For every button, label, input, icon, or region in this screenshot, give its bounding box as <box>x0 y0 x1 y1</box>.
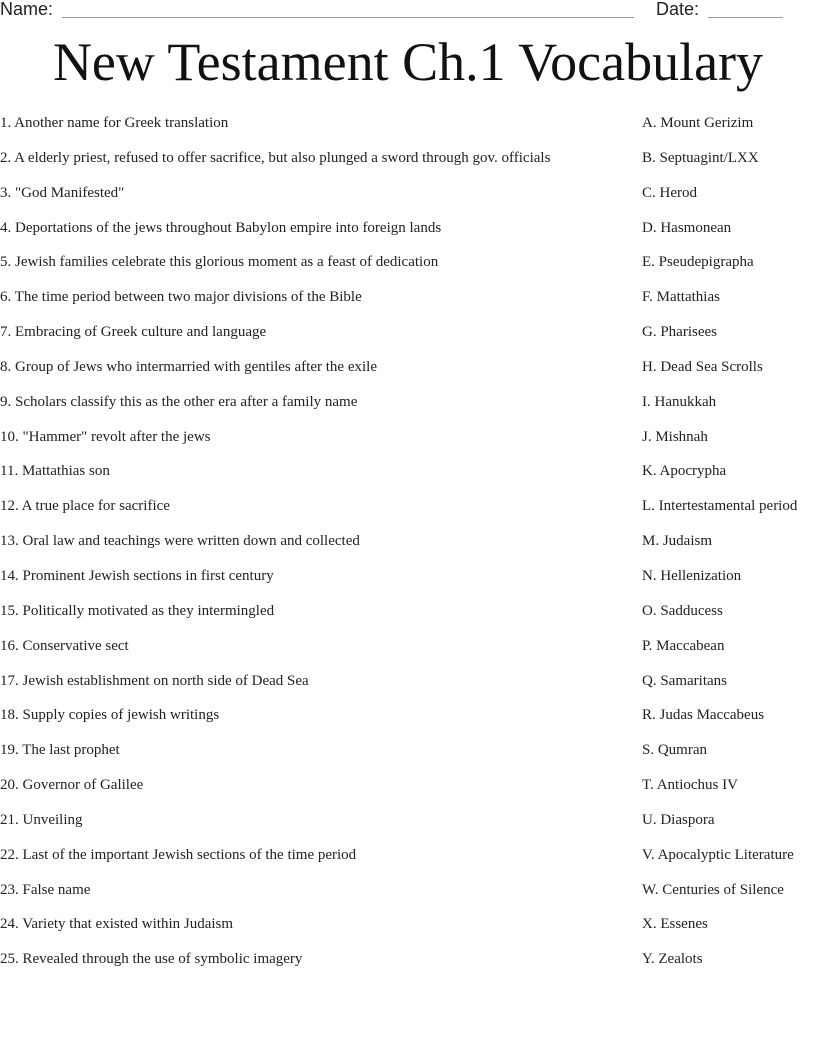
question-item: 20. Governor of Galilee <box>0 777 144 794</box>
question-item: 9. Scholars classify this as the other era after a family name <box>0 393 358 410</box>
answer-item: Q. Samaritans <box>642 672 727 689</box>
name-label: Name: <box>0 0 54 19</box>
answer-item: I. Hanukkah <box>642 393 717 410</box>
answer-item: V. Apocalyptic Literature <box>642 846 794 863</box>
answer-item: T. Antiochus IV <box>642 777 738 794</box>
question-item: 13. Oral law and teachings were written down and collected <box>0 533 360 550</box>
question-item: 16. Conservative sect <box>0 637 129 654</box>
answer-item: U. Diaspora <box>642 811 715 828</box>
date-blank-line <box>708 17 783 18</box>
question-item: 4. Deportations of the jews throughout Babylon empire into foreign lands <box>0 219 442 236</box>
question-item: 2. A elderly priest, refused to offer sacrifice, but also plunged a sword through gov. officials <box>0 149 551 166</box>
answer-list <box>642 112 816 983</box>
question-item: 6. The time period between two major divisions of the Bible <box>0 289 362 306</box>
answer-item: Y. Zealots <box>642 951 703 968</box>
question-item: 21. Unveiling <box>0 811 83 828</box>
name-blank-line <box>62 17 634 18</box>
question-item: 23. False name <box>0 881 91 898</box>
question-item: 8. Group of Jews who intermarried with gentiles after the exile <box>0 358 377 375</box>
answer-item: P. Maccabean <box>642 637 725 654</box>
answer-item: E. Pseudepigrapha <box>642 254 754 271</box>
question-item: 12. A true place for sacrifice <box>0 498 170 515</box>
answer-item: K. Apocrypha <box>642 463 727 480</box>
question-list <box>0 112 630 983</box>
answer-item: J. Mishnah <box>642 428 708 445</box>
answer-item: D. Hasmonean <box>642 219 732 236</box>
question-item: 10. "Hammer" revolt after the jews <box>0 428 211 445</box>
question-item: 11. Mattathias son <box>0 463 110 480</box>
worksheet-title: New Testament Ch.1 Vocabulary <box>52 32 764 92</box>
answer-item: M. Judaism <box>642 533 713 550</box>
answer-item: S. Qumran <box>642 742 707 759</box>
answer-item: F. Mattathias <box>642 289 720 306</box>
question-item: 18. Supply copies of jewish writings <box>0 707 220 724</box>
answer-item: N. Hellenization <box>642 567 742 584</box>
answer-item: A. Mount Gerizim <box>642 115 754 131</box>
question-item: 15. Politically motivated as they intermingled <box>0 602 275 619</box>
answer-item: W. Centuries of Silence <box>642 881 784 898</box>
question-item: 14. Prominent Jewish sections in first century <box>0 567 274 584</box>
question-item: 19. The last prophet <box>0 742 120 759</box>
question-item: 25. Revealed through the use of symbolic imagery <box>0 951 303 968</box>
answer-item: X. Essenes <box>642 916 708 933</box>
answer-item: B. Septuagint/LXX <box>642 149 759 166</box>
question-item: 1. Another name for Greek translation <box>0 115 229 131</box>
question-item: 3. "God Manifested" <box>0 184 125 201</box>
answer-item: C. Herod <box>642 184 697 201</box>
question-item: 24. Variety that existed within Judaism <box>0 916 234 933</box>
answer-item: O. Sadducess <box>642 602 723 619</box>
answer-item: R. Judas Maccabeus <box>642 707 765 724</box>
question-item: 17. Jewish establishment on north side of Dead Sea <box>0 672 309 689</box>
answer-item: G. Pharisees <box>642 324 717 341</box>
question-item: 5. Jewish families celebrate this glorious moment as a feast of dedication <box>0 254 439 271</box>
question-item: 22. Last of the important Jewish sections of the time period <box>0 846 357 863</box>
worksheet-header <box>0 0 816 26</box>
answer-item: H. Dead Sea Scrolls <box>642 358 763 375</box>
answer-item: L. Intertestamental period <box>642 498 798 515</box>
question-item: 7. Embracing of Greek culture and language <box>0 324 267 341</box>
date-label: Date: <box>656 0 700 19</box>
